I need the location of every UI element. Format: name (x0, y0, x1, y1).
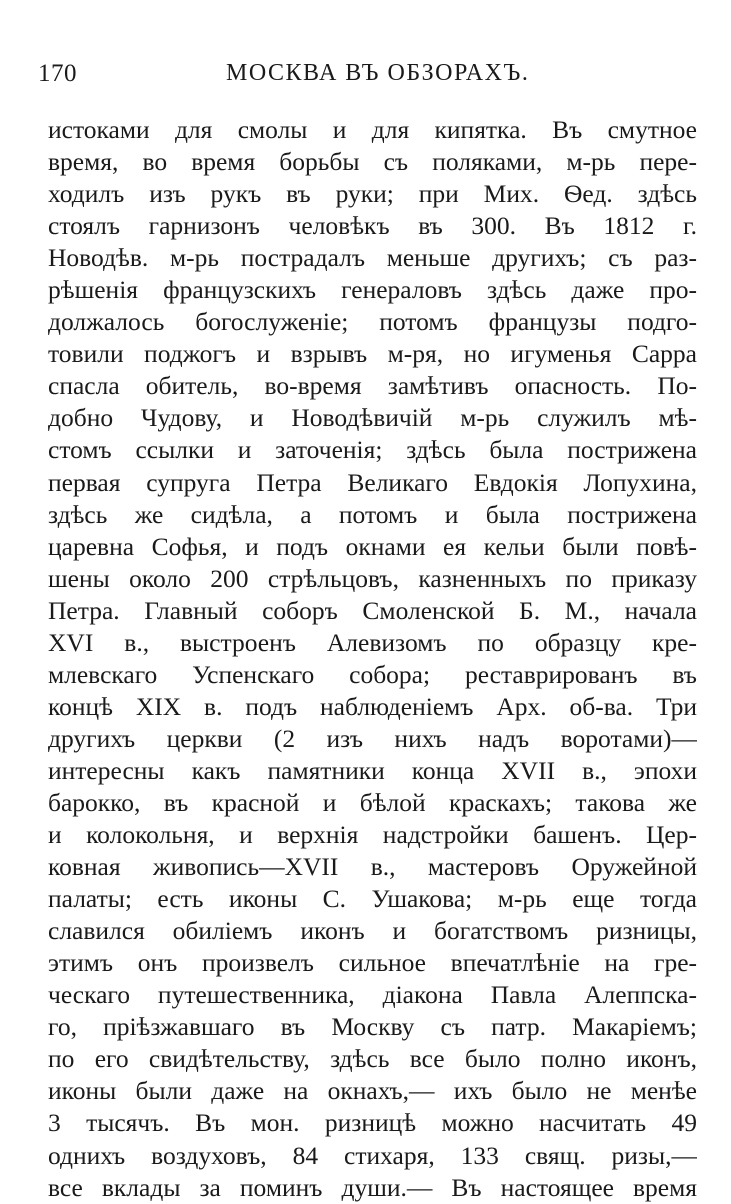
text-line: стоялъ гарнизонъ человѣкъ въ 300. Въ 1812 г. (48, 211, 697, 241)
text-line: иконы были даже на окнахъ,— ихъ было не менѣе (48, 1076, 697, 1106)
text-line: шены около 200 стрѣльцовъ, казненныхъ по приказу (48, 563, 697, 593)
text-line: царевна Софья, и подъ окнами ея кельи были повѣ- (48, 531, 697, 561)
text-line: XVI в., выстроенъ Алевизомъ по образцу кре- (48, 627, 697, 657)
text-line: интересны какъ памятники конца XVII в., эпохи (48, 755, 697, 785)
text-line: го, пріѣзжавшаго въ Москву съ патр. Макаріемъ; (48, 1012, 697, 1042)
text-line: однихъ воздуховъ, 84 стихаря, 133 свящ. ризы,— (48, 1140, 697, 1170)
text-line: палаты; есть иконы С. Ушакова; м-рь еще тогда (48, 884, 697, 914)
text-line: другихъ церкви (2 изъ нихъ надъ воротами)— (48, 723, 697, 753)
text-line: млевскаго Успенскаго собора; реставрированъ въ (48, 659, 697, 689)
text-line: барокко, въ красной и бѣлой краскахъ; такова же (48, 787, 697, 817)
text-line: по его свидѣтельству, здѣсь все было полно иконъ, (48, 1044, 697, 1074)
running-title: МОСКВА ВЪ ОБЗОРАХЪ. (226, 60, 530, 86)
text-line: стомъ ссылки и заточенія; здѣсь была пострижена (48, 435, 697, 465)
body-text (48, 114, 697, 1204)
text-line: должалось богослуженіе; потомъ французы подго- (48, 307, 697, 337)
text-line: здѣсь же сидѣла, а потомъ и была пострижена (48, 499, 697, 529)
text-line: Новодѣв. м-рь пострадалъ меньше другихъ; съ раз- (48, 243, 697, 273)
text-line: время, во время борьбы съ поляками, м-рь пере- (48, 147, 697, 177)
page-number: 170 (38, 60, 77, 87)
text-line: славился обиліемъ иконъ и богатствомъ ризницы, (48, 916, 697, 946)
text-line: ческаго путешественника, діакона Павла Алеппска- (48, 980, 697, 1010)
text-line: ходилъ изъ рукъ въ руки; при Мих. Ѳед. здѣсь (48, 179, 697, 209)
text-line: добно Чудову, и Новодѣвичій м-рь служилъ мѣ- (48, 403, 697, 433)
text-line: рѣшенія французскихъ генераловъ здѣсь даже про- (48, 275, 697, 305)
text-line: все вклады за поминъ души.— Въ настоящее время (48, 1172, 697, 1202)
text-line: ковная живопись—XVII в., мастеровъ Оружейной (48, 852, 697, 882)
text-line: истоками для смолы и для кипятка. Въ смутное (48, 115, 697, 144)
text-line: товили поджогъ и взрывъ м-ря, но игуменья Сарра (48, 339, 697, 369)
text-line: концѣ XIX в. подъ наблюденіемъ Арх. об-ва. Три (48, 691, 697, 721)
text-line: Петра. Главный соборъ Смоленской Б. М., начала (48, 595, 697, 625)
text-line: первая супруга Петра Великаго Евдокія Лопухина, (48, 467, 697, 497)
text-line: и колокольня, и верхнія надстройки башенъ. Цер- (48, 820, 697, 850)
text-line: этимъ онъ произвелъ сильное впечатлѣніе на гре- (48, 948, 697, 978)
page-header (38, 60, 701, 96)
text-line: спасла обитель, во-время замѣтивъ опасность. По- (48, 371, 697, 401)
text-line: 3 тысячъ. Въ мон. ризницѣ можно насчитать 49 (48, 1108, 697, 1138)
